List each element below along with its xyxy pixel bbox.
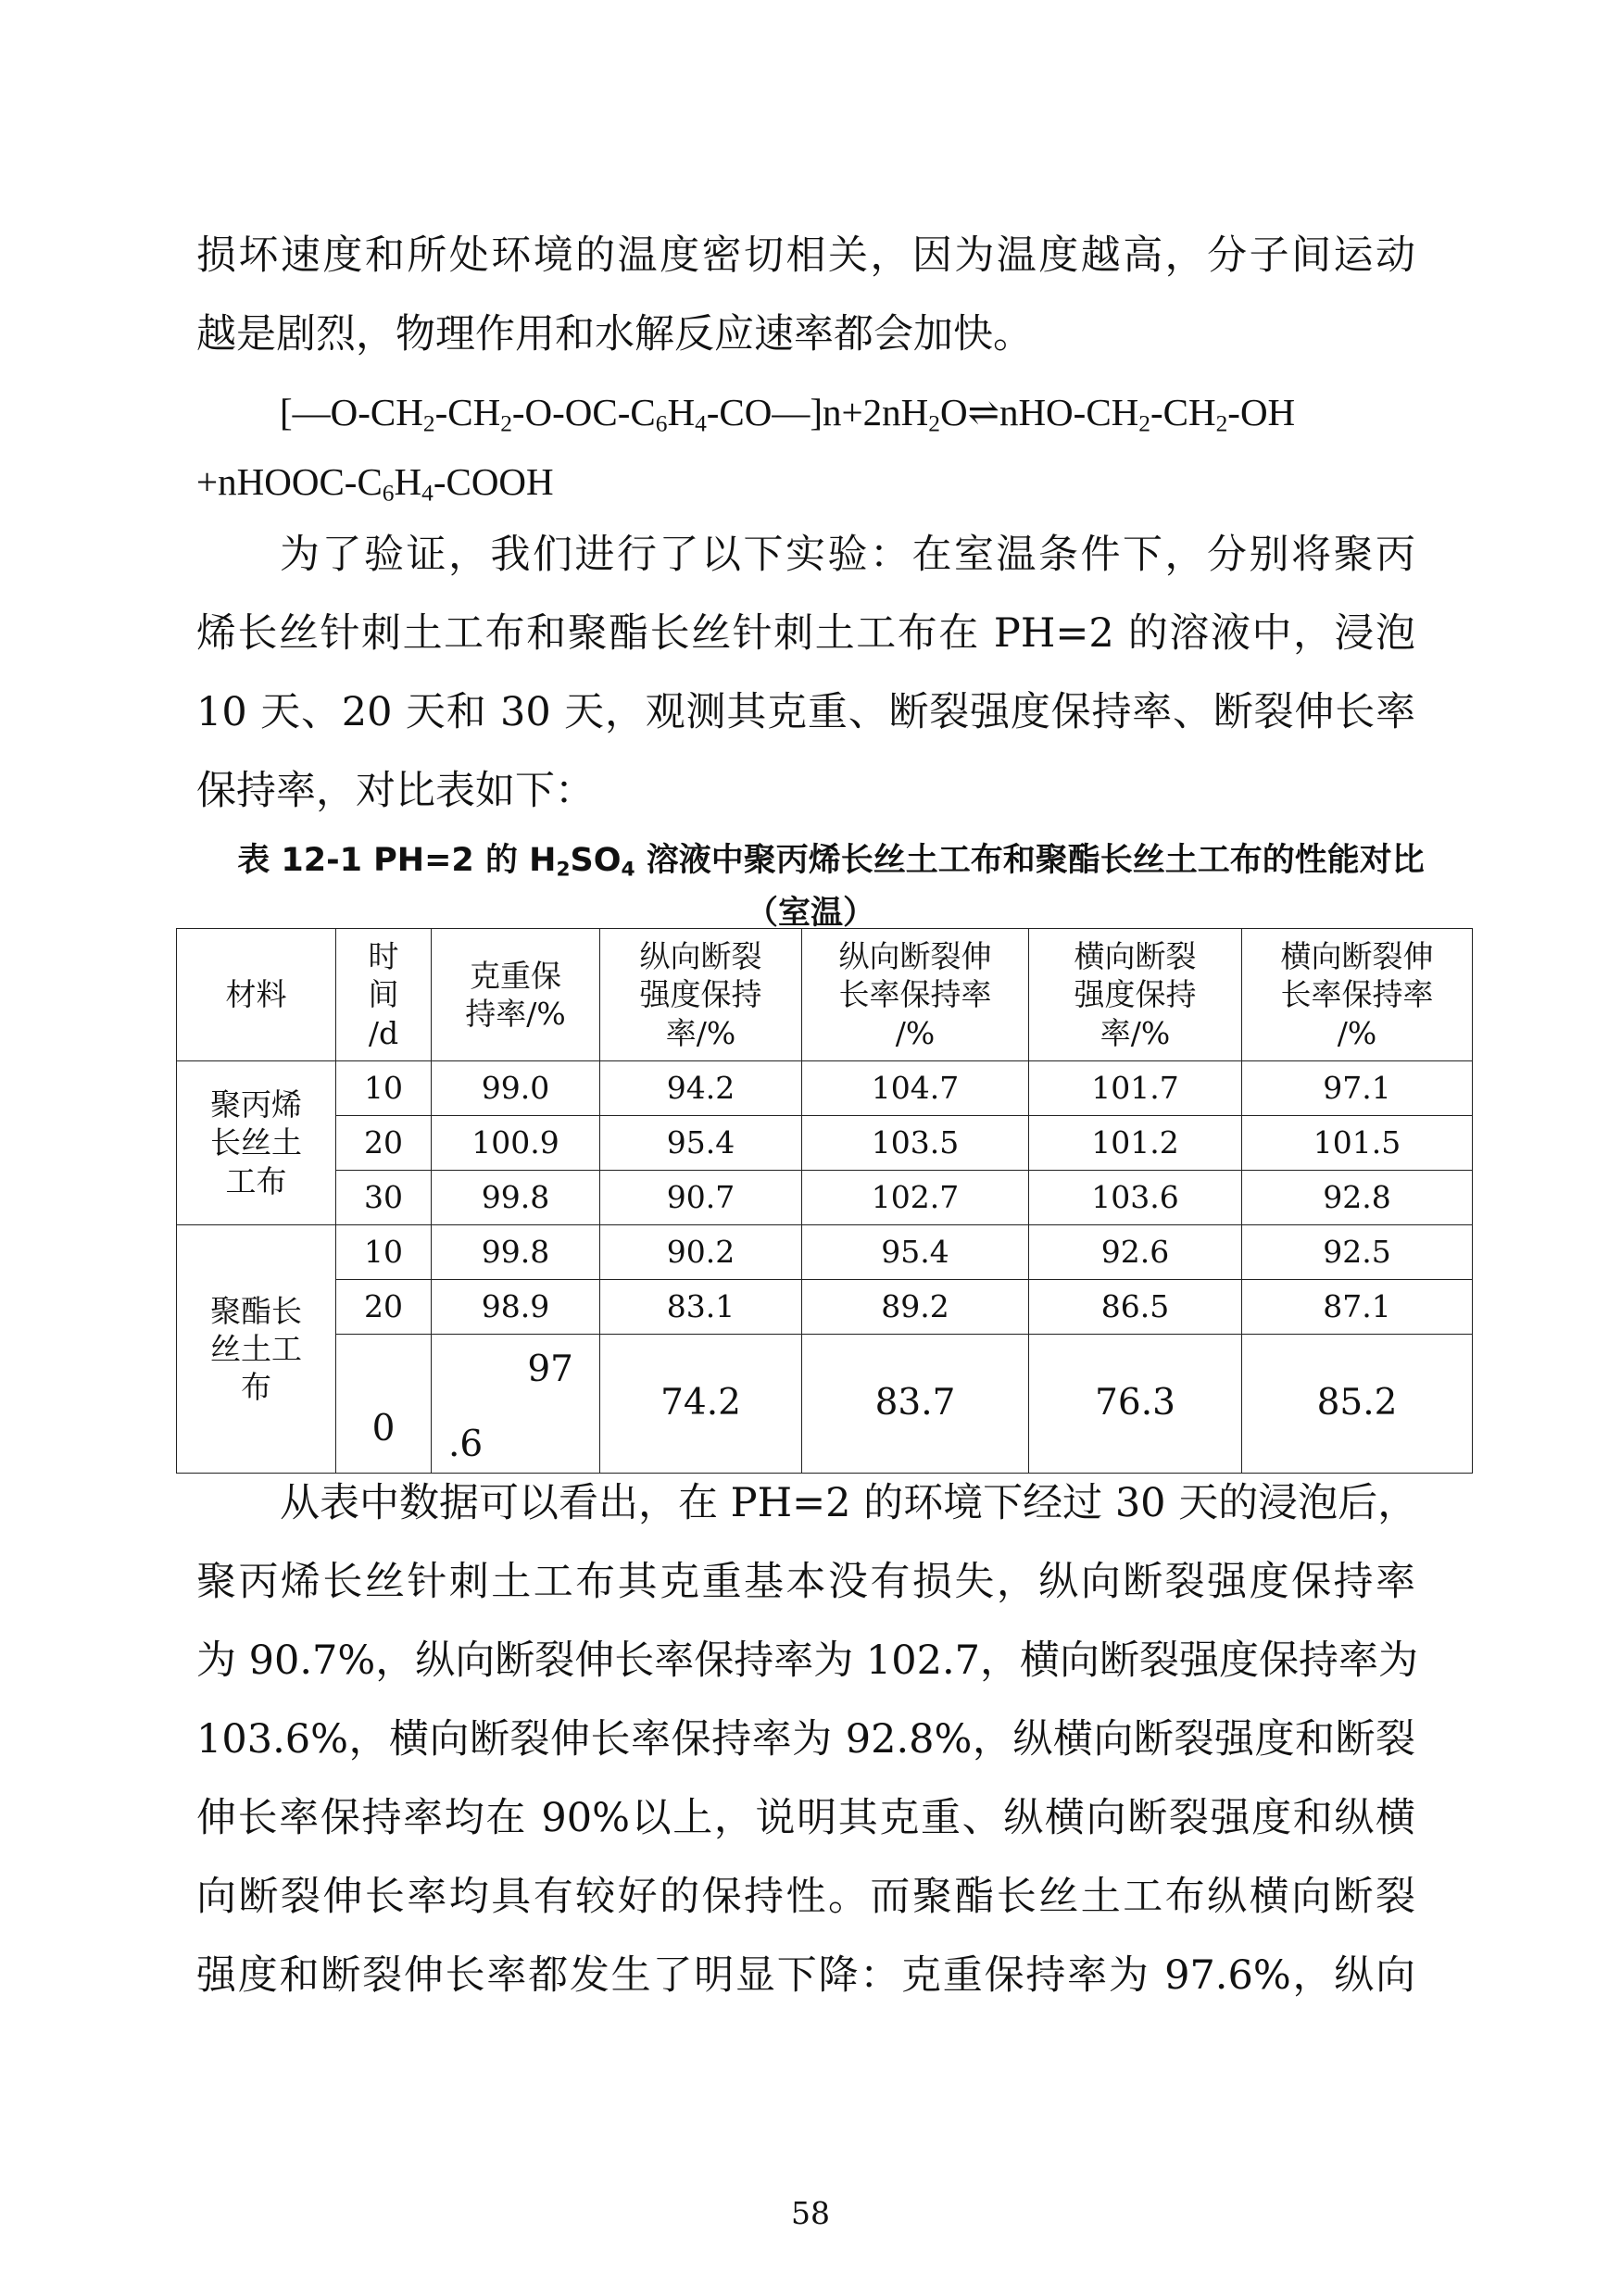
table-cell: 86.5 [1029, 1280, 1242, 1335]
table-cell: 94.2 [600, 1061, 802, 1116]
table-cell: 92.8 [1242, 1171, 1473, 1225]
text-line: 越是剧烈，物理作用和水解反应速率都会加快。 [196, 311, 1033, 358]
table-cell: 74.2 [600, 1335, 802, 1474]
header-material: 材料 [177, 929, 336, 1061]
table-cell: 90.7 [600, 1171, 802, 1225]
table-cell: 83.7 [802, 1335, 1029, 1474]
table-cell: 101.5 [1242, 1116, 1473, 1171]
table-cell: 97.1 [1242, 1061, 1473, 1116]
table-cell: 95.4 [802, 1225, 1029, 1280]
material-cell-polypropylene: 聚丙烯 长丝土 工布 [177, 1061, 336, 1225]
table-cell: 101.7 [1029, 1061, 1242, 1116]
table-cell: 10 [336, 1061, 432, 1116]
table-cell: 99.0 [432, 1061, 600, 1116]
table-cell: 103.6 [1029, 1171, 1242, 1225]
header-trans-elongation: 横向断裂伸 长率保持率 /% [1242, 929, 1473, 1061]
table-cell: 102.7 [802, 1171, 1029, 1225]
page-number: 58 [791, 2195, 830, 2231]
text-line: 向断裂伸长率均具有较好的保持性。而聚酯长丝土工布纵横向断裂 [196, 1874, 1415, 1920]
text-line: 保持率，对比表如下： [196, 768, 595, 814]
text-line: 为 90.7%，纵向断裂伸长率保持率为 102.7，横向断裂强度保持率为 [196, 1637, 1419, 1684]
table-cell: 99.8 [432, 1171, 600, 1225]
text-line: 10 天、20 天和 30 天，观测其克重、断裂强度保持率、断裂伸长率 [196, 689, 1415, 735]
table-cell: 89.2 [802, 1280, 1029, 1335]
table-cell: 0 [336, 1335, 432, 1474]
data-table [176, 928, 1473, 1474]
material-cell-polyester: 聚酯长 丝土工 布 [177, 1225, 336, 1474]
table-cell: 20 [336, 1116, 432, 1171]
table-cell: 103.5 [802, 1116, 1029, 1171]
table-cell: 83.1 [600, 1280, 802, 1335]
table-cell: 87.1 [1242, 1280, 1473, 1335]
table-header-row [177, 929, 1473, 1061]
table-cell: 97 .6 [432, 1335, 600, 1474]
header-trans-strength: 横向断裂 强度保持 率/% [1029, 929, 1242, 1061]
text-line: 103.6%，横向断裂伸长率保持率为 92.8%，纵横向断裂强度和断裂 [196, 1716, 1415, 1763]
table-cell: 90.2 [600, 1225, 802, 1280]
table-cell: 85.2 [1242, 1335, 1473, 1474]
text-line: 为了验证，我们进行了以下实验：在室温条件下，分别将聚丙 [280, 532, 1415, 578]
table-caption-line-2: （室温） [745, 895, 875, 932]
equation-line-2: $+nHOOC-C_6H_4$-COOH [196, 460, 554, 507]
table-cell: 98.9 [432, 1280, 600, 1335]
header-weight: 克重保 持率/% [432, 929, 600, 1061]
table-row [177, 1116, 1473, 1171]
table-cell: 92.5 [1242, 1225, 1473, 1280]
table-cell: 76.3 [1029, 1335, 1242, 1474]
text-line: 从表中数据可以看出，在 PH=2 的环境下经过 30 天的浸泡后， [280, 1480, 1418, 1526]
header-long-strength: 纵向断裂 强度保持 率/% [600, 929, 802, 1061]
header-time: 时 间 /d [336, 929, 432, 1061]
equation-line-1: $[—O-CH_2-CH_2-O-OC-C_6H_4-CO—]n+2nH_2O\rightleftharpoons nHO-CH_2-CH_2-OH$ [280, 391, 1296, 437]
text-line: 烯长丝针刺土工布和聚酯长丝针刺土工布在 PH=2 的溶液中，浸泡 [196, 610, 1415, 657]
table-cell: 10 [336, 1225, 432, 1280]
table-cell: 104.7 [802, 1061, 1029, 1116]
table-cell: 99.8 [432, 1225, 600, 1280]
text-line: 伸长率保持率均在 90%以上，说明其克重、纵横向断裂强度和纵横 [196, 1795, 1415, 1841]
text-line: 强度和断裂伸长率都发生了明显下降：克重保持率为 97.6%，纵向 [196, 1952, 1415, 1999]
table-cell: 101.2 [1029, 1116, 1242, 1171]
table-cell: 20 [336, 1280, 432, 1335]
table-row [177, 1280, 1473, 1335]
table-cell: 30 [336, 1171, 432, 1225]
table-row [177, 1335, 1473, 1474]
table-cell: 92.6 [1029, 1225, 1242, 1280]
table-caption: 表 12-1 PH=2 的 $H_2SO_4$ 溶液中聚丙烯长丝土工布和聚酯长丝土工布的性能对比 [237, 842, 1425, 882]
header-long-elongation: 纵向断裂伸 长率保持率 /% [802, 929, 1029, 1061]
table-row [177, 1171, 1473, 1225]
text-line: 聚丙烯长丝针刺土工布其克重基本没有损失，纵向断裂强度保持率 [196, 1559, 1415, 1605]
table-row [177, 1061, 1473, 1116]
table-row [177, 1225, 1473, 1280]
table-cell: 95.4 [600, 1116, 802, 1171]
text-line: 损坏速度和所处环境的温度密切相关，因为温度越高，分子间运动 [196, 232, 1415, 279]
table-cell: 100.9 [432, 1116, 600, 1171]
